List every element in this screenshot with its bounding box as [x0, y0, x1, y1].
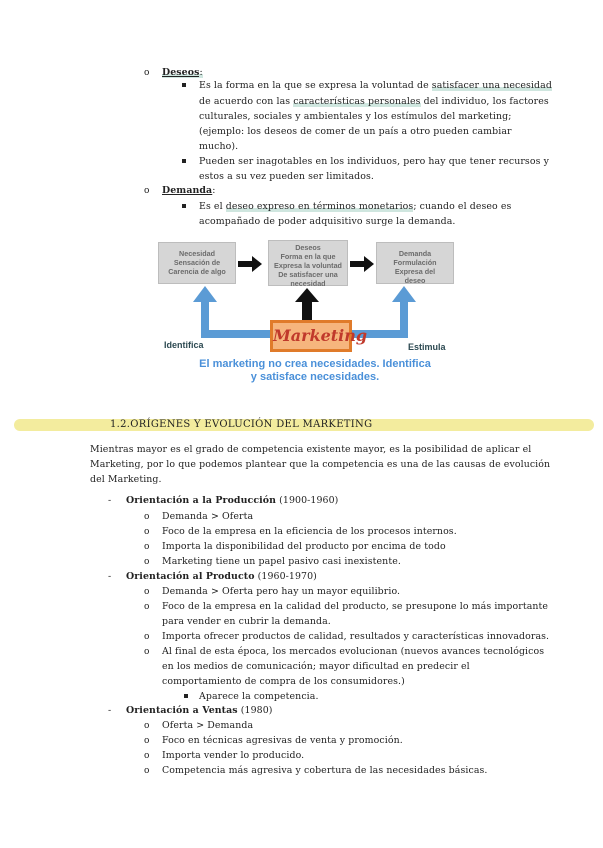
dash-bullet: -	[108, 571, 112, 582]
deseos-b1-l1: Es la forma en la que se expresa la voluntad de satisfacer una necesidad	[199, 80, 552, 91]
intro-line-2: Marketing, por lo que podemos plantear que la competencia es una de las causas de evolución	[90, 459, 551, 470]
orientation-product-title: Orientación al Producto (1960-1970)	[126, 571, 317, 582]
circle-bullet: o	[144, 647, 150, 657]
list-item: Demanda > Oferta pero hay un mayor equilibrio.	[162, 586, 401, 597]
demanda-box: Demanda Formulación Expresa del deseo	[376, 242, 454, 284]
deseos-b1-l4: (ejemplo: los deseos de comer de un país a otro pueden cambiar	[199, 126, 512, 137]
circle-bullet: o	[144, 736, 150, 746]
arrow-identifica	[193, 286, 276, 338]
estimula-label: Estimula	[408, 342, 446, 352]
marketing-box: Marketing	[270, 320, 352, 352]
deseos-box: Deseos Forma en la que Expresa la voluntad De satisfacer una necesidad	[268, 240, 348, 286]
circle-bullet: o	[144, 721, 150, 731]
deseos-term: Deseos:	[162, 67, 203, 78]
square-bullet	[184, 694, 188, 698]
arrow-up-center	[295, 288, 319, 321]
list-item: Foco en técnicas agresivas de venta y promoción.	[162, 735, 403, 746]
list-item: Competencia más agresiva y cobertura de las necesidades básicas.	[162, 765, 488, 776]
identifica-label: Identifica	[164, 340, 204, 350]
arrow-right-1	[238, 256, 262, 272]
list-item: Demanda > Oferta	[162, 511, 254, 522]
square-bullet	[182, 159, 186, 163]
circle-bullet: o	[144, 512, 150, 522]
deseos-b1-l2: de acuerdo con las características personales del individuo, los factores	[199, 96, 549, 107]
circle-bullet: o	[144, 587, 150, 597]
circle-bullet: o	[144, 632, 150, 642]
list-item: Importa la disponibilidad del producto por encima de todo	[162, 541, 446, 552]
arrow-right-2	[350, 256, 374, 272]
orientation-sales-title: Orientación a Ventas (1980)	[126, 705, 273, 716]
deseos-b1-l3: culturales, sociales y ambientales y los estímulos del marketing;	[199, 111, 512, 122]
dash-bullet: -	[108, 495, 112, 506]
list-item: Marketing tiene un papel pasivo casi inexistente.	[162, 556, 401, 567]
circle-bullet: o	[144, 186, 150, 196]
list-item-cont: para vender en cubrir la demanda.	[162, 616, 331, 627]
list-subitem: Aparece la competencia.	[199, 691, 319, 702]
necesidad-box: Necesidad Sensación de Carencia de algo	[158, 242, 236, 284]
demanda-b1-l1: Es el deseo expreso en términos monetarios; cuando el deseo es	[199, 201, 512, 212]
dash-bullet: -	[108, 705, 112, 716]
circle-bullet: o	[144, 557, 150, 567]
list-item: Oferta > Demanda	[162, 720, 254, 731]
orientation-production-title: Orientación a la Producción (1900-1960)	[126, 495, 339, 506]
list-item: Foco de la empresa en la calidad del producto, se presupone lo más importante	[162, 601, 549, 612]
deseos-b2-l1: Pueden ser inagotables en los individuos, pero hay que tener recursos y	[199, 156, 549, 167]
circle-bullet: o	[144, 766, 150, 776]
list-item: Al final de esta época, los mercados evolucionan (nuevos avances tecnológicos	[162, 646, 545, 657]
deseos-b2-l2: estos a su vez pueden ser limitados.	[199, 171, 374, 182]
square-bullet	[182, 204, 186, 208]
deseos-b1-l5: mucho).	[199, 141, 239, 152]
list-item: Importa vender lo producido.	[162, 750, 305, 761]
demanda-term: Demanda:	[162, 185, 216, 196]
intro-line-1: Mientras mayor es el grado de competencia existente mayor, es la posibilidad de aplicar el	[90, 444, 532, 455]
circle-bullet: o	[144, 68, 150, 78]
diagram-caption: El marketing no crea necesidades. Identifica y satisface necesidades.	[199, 358, 431, 383]
demanda-b1-l2: acompañado de poder adquisitivo surge la demanda.	[199, 216, 456, 227]
circle-bullet: o	[144, 542, 150, 552]
list-item-cont: en los medios de comunicación; mayor dificultad en predecir el	[162, 661, 470, 672]
list-item-cont: comportamiento de compra de los consumidores.)	[162, 676, 405, 687]
intro-line-3: del Marketing.	[90, 474, 162, 485]
circle-bullet: o	[144, 602, 150, 612]
section-title: 1.2.ORÍGENES Y EVOLUCIÓN DEL MARKETING	[110, 419, 373, 430]
list-item: Foco de la empresa en la eficiencia de los procesos internos.	[162, 526, 457, 537]
square-bullet	[182, 83, 186, 87]
list-item: Importa ofrecer productos de calidad, resultados y características innovadoras.	[162, 631, 550, 642]
circle-bullet: o	[144, 527, 150, 537]
marketing-diagram	[150, 236, 460, 386]
circle-bullet: o	[144, 751, 150, 761]
